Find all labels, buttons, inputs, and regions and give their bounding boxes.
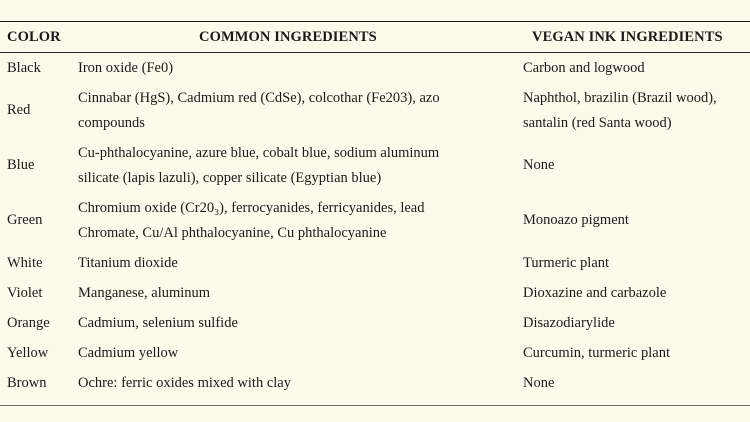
color-cell — [7, 53, 73, 83]
vegan-ingredients-text: Curcumin, turmeric plant — [523, 344, 670, 361]
common-ingredients-cell — [78, 138, 498, 193]
common-ingredients-text: Cu-phthalocyanine, azure blue, cobalt blue, sodium aluminum — [78, 144, 440, 161]
common-ingredients-text: Titanium dioxide — [78, 254, 178, 271]
common-ingredients-cell — [78, 308, 498, 338]
color-name: Black — [7, 59, 41, 76]
common-ingredients-cell — [78, 53, 498, 83]
common-ingredients-text: Ochre: ferric oxides mixed with clay — [78, 374, 291, 391]
common-ingredients-text: Chromium oxide (Cr20₃), ferrocyanides, ferricyanides, lead — [78, 199, 425, 216]
table-body — [0, 53, 750, 398]
table-row — [0, 338, 750, 368]
vegan-ingredients-cell — [523, 278, 745, 308]
color-name: Yellow — [7, 344, 49, 361]
vegan-ingredients-text: Naphthol, brazilin (Brazil wood), — [523, 89, 717, 106]
vegan-ingredients-text: santalin (red Santa wood) — [523, 114, 672, 131]
table-row — [0, 138, 750, 193]
color-cell — [7, 83, 73, 138]
vegan-ingredients-cell — [523, 83, 745, 138]
vegan-ingredients-cell — [523, 53, 745, 83]
common-ingredients-cell — [78, 193, 498, 248]
color-cell — [7, 308, 73, 338]
table-row — [0, 278, 750, 308]
common-ingredients-cell — [78, 278, 498, 308]
common-ingredients-text: compounds — [78, 114, 145, 131]
color-cell — [7, 248, 73, 278]
color-name: Brown — [7, 374, 47, 391]
vegan-ingredients-text: None — [523, 374, 555, 391]
table-row — [0, 193, 750, 248]
color-cell — [7, 138, 73, 193]
table-row — [0, 83, 750, 138]
vegan-ingredients-cell — [523, 248, 745, 278]
table-row — [0, 368, 750, 398]
common-ingredients-text: Cadmium, selenium sulfide — [78, 314, 238, 331]
color-cell — [7, 338, 73, 368]
common-ingredients-text: Cinnabar (HgS), Cadmium red (CdSe), colcothar (Fe203), azo — [78, 89, 440, 106]
table-row — [0, 308, 750, 338]
color-name: Green — [7, 212, 43, 228]
vegan-ingredients-text: Carbon and logwood — [523, 59, 645, 76]
common-ingredients-cell — [78, 338, 498, 368]
common-ingredients-text: Manganese, aluminum — [78, 284, 211, 301]
vegan-ingredients-text: Disazodiarylide — [523, 314, 615, 331]
common-ingredients-text: Cadmium yellow — [78, 344, 179, 361]
color-cell — [7, 193, 73, 248]
table-row — [0, 53, 750, 83]
table-bottom-rule — [0, 405, 750, 406]
vegan-ingredients-cell — [523, 368, 745, 398]
header-vegan-ink-ingredients: VEGAN INK INGREDIENTS — [532, 29, 723, 45]
vegan-ingredients-text: Monoazo pigment — [523, 212, 629, 228]
vegan-ingredients-cell — [523, 193, 745, 248]
common-ingredients-cell — [78, 248, 498, 278]
header-common-ingredients: COMMON INGREDIENTS — [199, 29, 377, 45]
color-name: Red — [7, 102, 31, 118]
common-ingredients-text: Iron oxide (Fe0) — [78, 59, 174, 76]
vegan-ingredients-text: Turmeric plant — [523, 254, 610, 271]
common-ingredients-cell — [78, 83, 498, 138]
color-name: Blue — [7, 157, 35, 173]
color-name: Violet — [7, 284, 43, 301]
color-cell — [7, 368, 73, 398]
header-color: COLOR — [7, 29, 61, 45]
vegan-ingredients-cell — [523, 308, 745, 338]
color-cell — [7, 278, 73, 308]
vegan-ingredients-text: Dioxazine and carbazole — [523, 284, 667, 301]
vegan-ingredients-cell — [523, 138, 745, 193]
common-ingredients-text: Chromate, Cu/Al phthalocyanine, Cu phthalocyanine — [78, 224, 387, 241]
table-row — [0, 248, 750, 278]
color-name: Orange — [7, 314, 50, 331]
common-ingredients-text: silicate (lapis lazuli), copper silicate (Egyptian blue) — [78, 169, 382, 186]
common-ingredients-cell — [78, 368, 498, 398]
vegan-ingredients-cell — [523, 338, 745, 368]
color-name: White — [7, 254, 43, 271]
table-header — [0, 22, 750, 52]
vegan-ingredients-text: None — [523, 157, 555, 173]
